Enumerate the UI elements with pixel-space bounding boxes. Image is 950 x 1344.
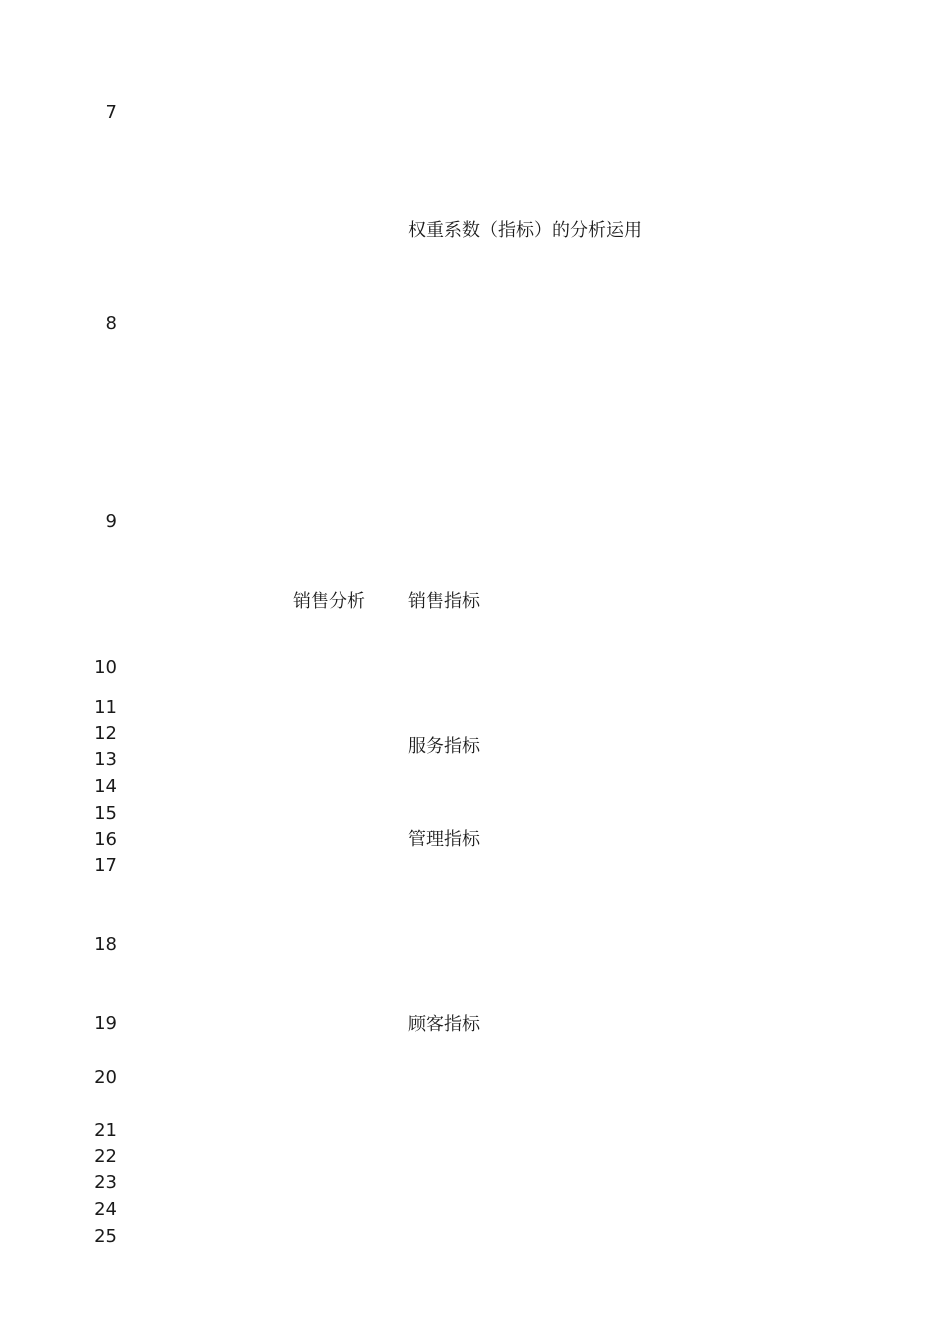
row-number-7: 7 [105, 102, 117, 123]
row-number-25: 25 [94, 1226, 117, 1247]
customer-indicator-label: 顾客指标 [408, 1014, 480, 1035]
management-indicator-label: 管理指标 [408, 829, 480, 850]
weight-analysis-title: 权重系数（指标）的分析运用 [408, 220, 642, 241]
row-number-16: 16 [94, 829, 117, 850]
row-number-8: 8 [105, 313, 117, 334]
row-number-14: 14 [94, 776, 117, 797]
row-number-20: 20 [94, 1067, 117, 1088]
row-number-15: 15 [94, 803, 117, 824]
sales-analysis-label: 销售分析 [293, 591, 365, 612]
row-number-9: 9 [105, 511, 117, 532]
row-number-10: 10 [94, 657, 117, 678]
row-number-18: 18 [94, 934, 117, 955]
sales-indicator-label: 销售指标 [408, 591, 480, 612]
row-number-24: 24 [94, 1199, 117, 1220]
row-number-23: 23 [94, 1172, 117, 1193]
row-number-19: 19 [94, 1013, 117, 1034]
row-number-17: 17 [94, 855, 117, 876]
row-number-11: 11 [94, 697, 117, 718]
row-number-21: 21 [94, 1120, 117, 1141]
row-number-12: 12 [94, 723, 117, 744]
row-number-13: 13 [94, 749, 117, 770]
service-indicator-label: 服务指标 [408, 736, 480, 757]
row-number-22: 22 [94, 1146, 117, 1167]
